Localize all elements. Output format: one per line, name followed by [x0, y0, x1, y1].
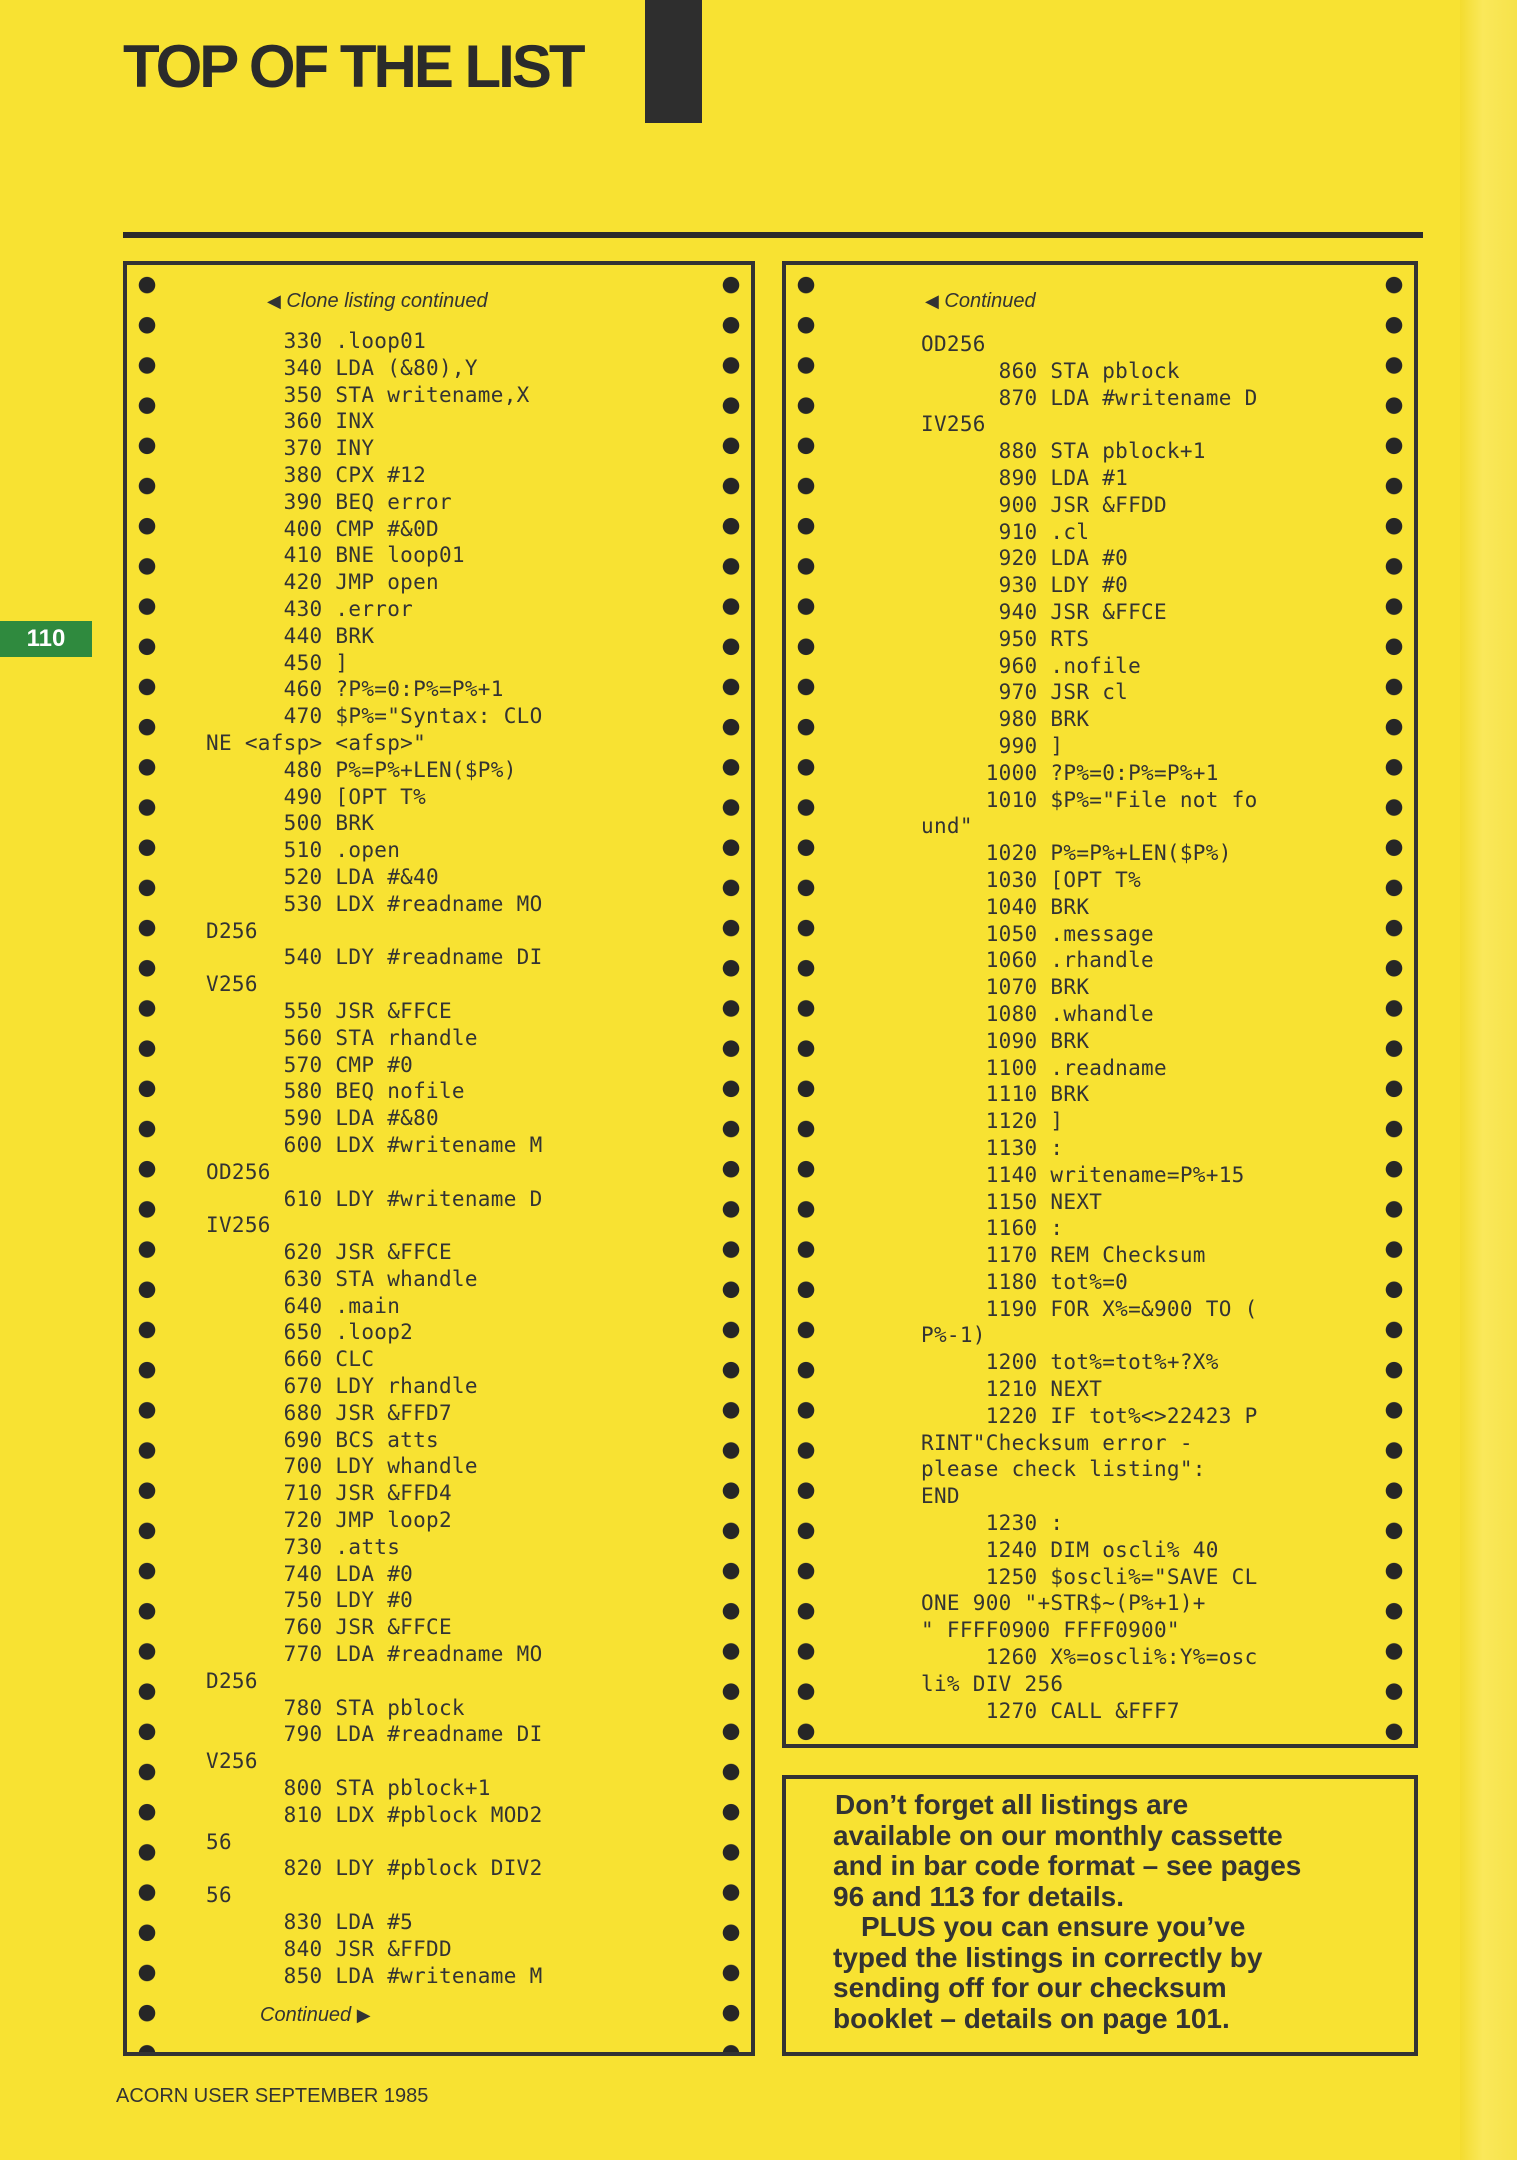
- arrow-left-icon: ◀: [925, 291, 939, 311]
- caption-clone-listing-continued: [267, 290, 488, 313]
- info-line: 96 and 113 for details.: [833, 1880, 1125, 1912]
- header-rule: [123, 232, 1423, 238]
- caption-continued-bottom: [260, 2004, 371, 2027]
- arrow-right-icon: ▶: [356, 2005, 371, 2025]
- caption-continued-top: [925, 290, 1036, 313]
- title-accent-bar: [645, 0, 702, 123]
- page-number-tab: 110: [0, 621, 92, 657]
- caption-text: Continued: [944, 290, 1036, 312]
- code-listing-right: OD256 860 STA pblock 870 LDA #writename D IV256 880 STA pblock+1 890 LDA #1 900 JSR &FFDD 910 .cl 920 LDA #0 930 LDY #0 940 JSR &FFCE 950 RTS 960 .nofile 970 JSR cl 980 BRK 990 ] 1000 ?P%=0:P%=P%+1 1010 $P%="File not fo und" 1020 P%=P%+LEN($P%) 1030 [OPT T% 1040 BRK 1050 .message 1060 .rhandle 1070 BRK 1080 .whandle 1090 BRK 1100 .readname 1110 BRK 1120 ] 1130 : 1140 writename=P%+15 1150 NEXT 1160 : 1170 REM Checksum 1180 tot%=0 1190 FOR X%=&900 TO ( P%-1) 1200 tot%=tot%+?X% 1210 NEXT 1220 IF tot%<>22423 P RINT"Checksum error - please check listing": END 1230 : 1240 DIM oscli% 40 1250 $oscli%="SAVE CL ONE 900 "+STR$~(P%+1)+ " FFFF0900 FFFF0900" 1260 X%=oscli%:Y%=osc li% DIV 256 1270 CALL &FFF7: [921, 332, 1258, 1723]
- info-box-text: [833, 1790, 1403, 2034]
- info-line: booklet – details on page 101.: [833, 2002, 1230, 2034]
- info-line: and in bar code format – see pages: [833, 1850, 1302, 1881]
- info-line: Don’t forget all listings are: [835, 1789, 1189, 1820]
- info-line: PLUS you can ensure you’ve: [861, 1911, 1246, 1942]
- info-line: typed the listings in correctly by: [833, 1941, 1263, 1973]
- page-gutter: [1460, 0, 1517, 2160]
- page-title: TOP OF THE LIST: [123, 33, 583, 100]
- caption-text: Clone listing continued: [286, 290, 488, 312]
- info-line: available on our monthly cassette: [833, 1819, 1283, 1851]
- info-line: sending off for our checksum: [833, 1972, 1227, 2003]
- code-listing-left: 330 .loop01 340 LDA (&80),Y 350 STA writename,X 360 INX 370 INY 380 CPX #12 390 BEQ error 400 CMP #&0D 410 BNE loop01 420 JMP open 430 .error 440 BRK 450 ] 460 ?P%=0:P%=P%+1 470 $P%="Syntax: CLO NE <afsp> <afsp>" 480 P%=P%+LEN($P%) 490 [OPT T% 500 BRK 510 .open 520 LDA #&40 530 LDX #readname MO D256 540 LDY #readname DI V256 550 JSR &FFCE 560 STA rhandle 570 CMP #0 580 BEQ nofile 590 LDA #&80 600 LDX #writename M OD256 610 LDY #writename D IV256 620 JSR &FFCE 630 STA whandle 640 .main 650 .loop2 660 CLC 670 LDY rhandle 680 JSR &FFD7 690 BCS atts 700 LDY whandle 710 JSR &FFD4 720 JMP loop2 730 .atts 740 LDA #0 750 LDY #0 760 JSR &FFCE 770 LDA #readname MO D256 780 STA pblock 790 LDA #readname DI V256 800 STA pblock+1 810 LDX #pblock MOD2 56 820 LDY #pblock DIV2 56 830 LDA #5 840 JSR &FFDD 850 LDA #writename M: [206, 329, 543, 1988]
- footer-text: ACORN USER SEPTEMBER 1985: [116, 2085, 429, 2107]
- caption-text: Continued: [260, 2004, 352, 2026]
- arrow-left-icon: ◀: [267, 291, 281, 311]
